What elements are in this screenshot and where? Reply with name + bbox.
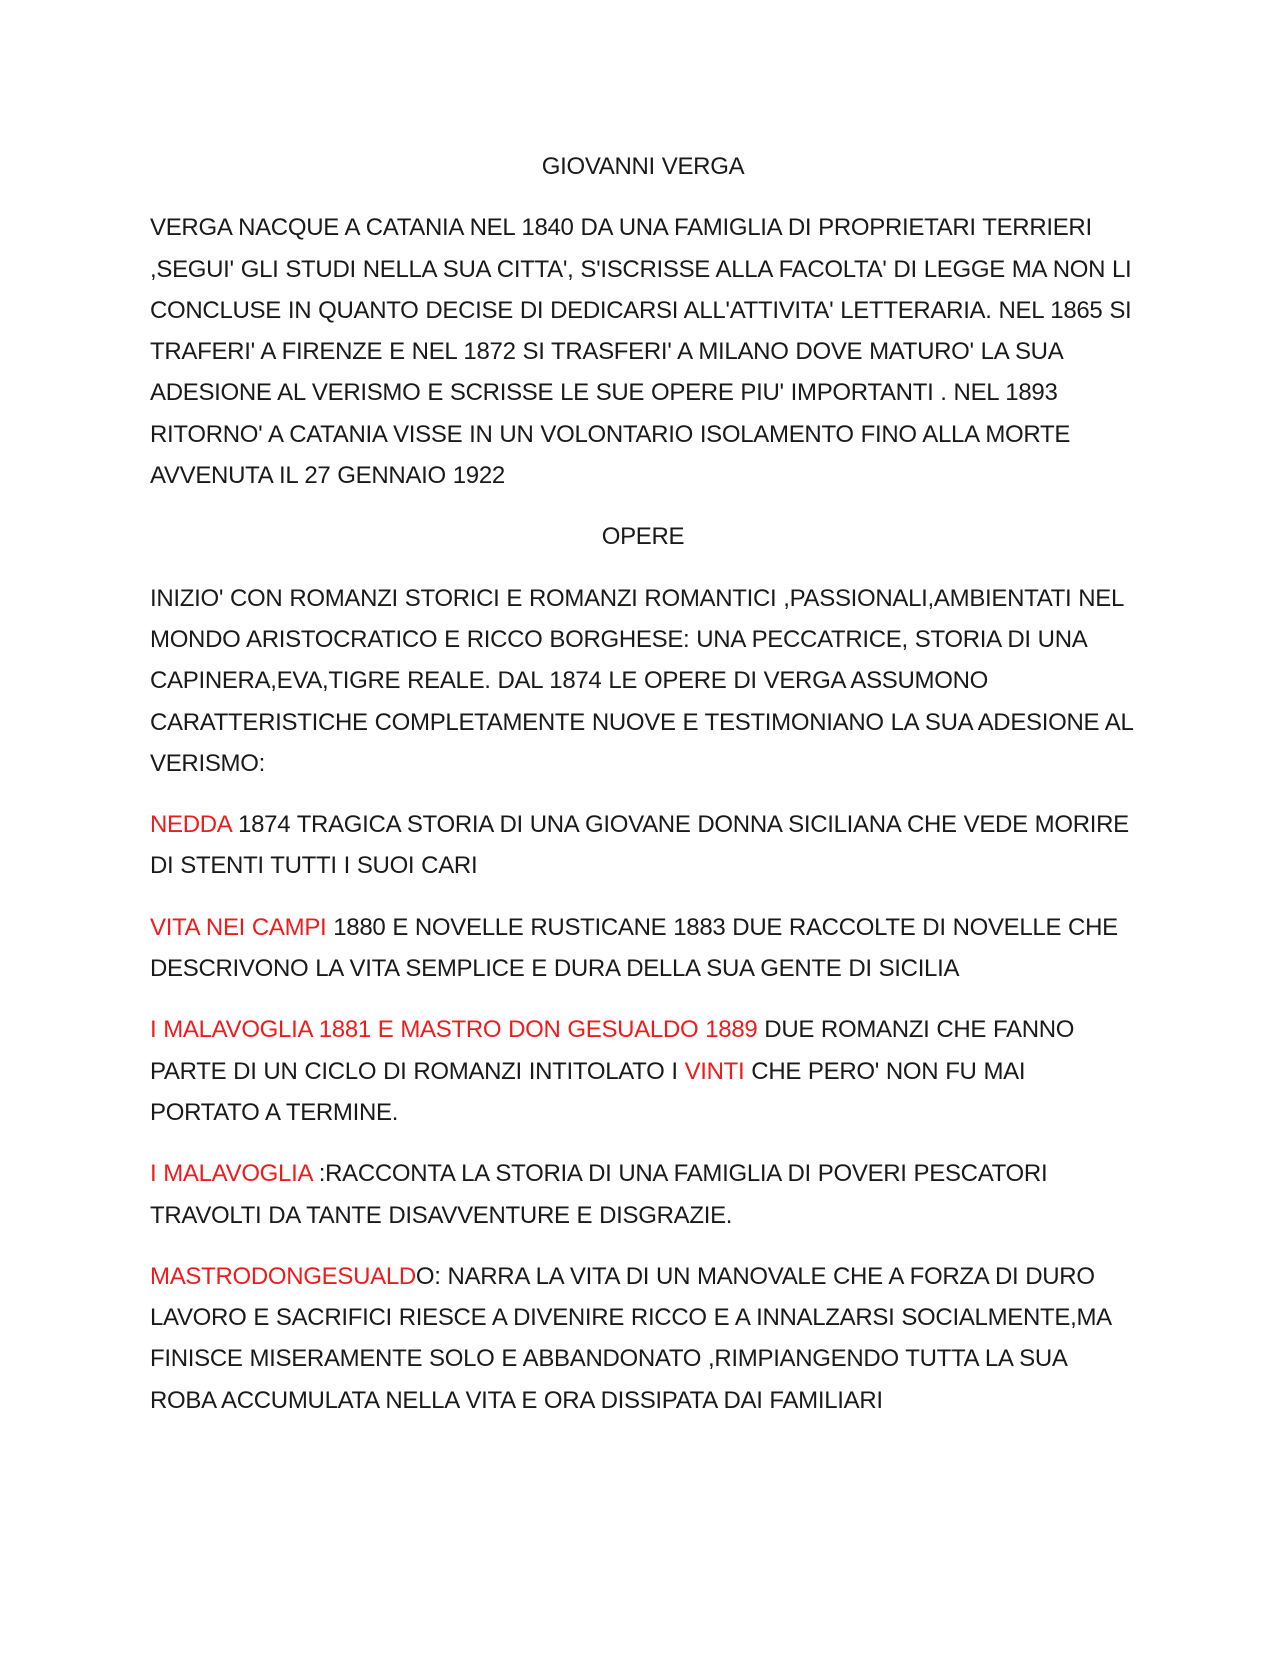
nedda-text: 1874 TRAGICA STORIA DI UNA GIOVANE DONNA SICILIANA CHE VEDE MORIRE DI STENTI TUTTI I SUOI CARI bbox=[150, 811, 1129, 880]
vita-nei-campi-text: 1880 E NOVELLE RUSTICANE 1883 DUE RACCOLTE DI NOVELLE CHE DESCRIVONO LA VITA SEMPLICE E DURA DELLA SUA GENTE DI SICILIA bbox=[150, 913, 1118, 983]
vita-nei-campi-paragraph bbox=[150, 907, 1136, 990]
opere-intro-paragraph: INIZIO' CON ROMANZI STORICI E ROMANZI ROMANTICI ,PASSIONALI,AMBIENTATI NEL MONDO ARISTOCRATICO E RICCO BORGHESE: UNA PECCATRICE, STORIA DI UNA CAPINERA,EVA,TIGRE REALE. DAL 1874 LE OPERE DI VERGA ASSUMONO CARATTERISTICHE COMPLETAMENTE NUOVE E TESTIMONIANO LA SUA ADESIONE AL VERISMO: bbox=[150, 584, 1133, 777]
mastro-title: MASTRODONGESUALD bbox=[150, 1262, 416, 1290]
mastro-paragraph bbox=[150, 1256, 1136, 1421]
romanzi-text-after: CHE PERO' NON FU MAI PORTATO A TERMINE. bbox=[150, 1057, 1026, 1126]
nedda-title: NEDDA bbox=[150, 811, 232, 839]
biography-paragraph: VERGA NACQUE A CATANIA NEL 1840 DA UNA FAMIGLIA DI PROPRIETARI TERRIERI ,SEGUI' GLI STUDI NELLA SUA CITTA', S'ISCRISSE ALLA FACOLTA' DI LEGGE MA NON LI CONCLUSE IN QUANTO DECISE DI DEDICARSI ALL'ATTIVITA' LETTERARIA. NEL 1865 SI TRAFERI' A FIRENZE E NEL 1872 SI TRASFERI' A MILANO DOVE MATURO' LA SUA ADESIONE AL VERISMO E SCRISSE LE SUE OPERE PIU' IMPORTANTI . NEL 1893 RITORNO' A CATANIA VISSE IN UN VOLONTARIO ISOLAMENTO FINO ALLA MORTE AVVENUTA IL 27 GENNAIO 1922 bbox=[150, 214, 1132, 490]
malavoglia-title: I MALAVOGLIA bbox=[150, 1160, 319, 1188]
document-title: GIOVANNI VERGA bbox=[541, 153, 745, 180]
vita-nei-campi-title: VITA NEI CAMPI bbox=[150, 913, 327, 941]
romanzi-title: I MALAVOGLIA 1881 E MASTRO DON GESUALDO 1889 bbox=[150, 1016, 758, 1044]
vinti-title: VINTI bbox=[684, 1057, 745, 1085]
romanzi-paragraph bbox=[150, 1009, 1136, 1133]
malavoglia-paragraph bbox=[150, 1153, 1136, 1236]
malavoglia-text: :RACCONTA LA STORIA DI UNA FAMIGLIA DI POVERI PESCATORI TRAVOLTI DA TANTE DISAVVENTURE E DISGRAZIE. bbox=[150, 1160, 1048, 1229]
document-page bbox=[150, 146, 1136, 1441]
opere-heading: OPERE bbox=[601, 523, 685, 551]
mastro-text: O: NARRA LA VITA DI UN MANOVALE CHE A FORZA DI DURO LAVORO E SACRIFICI RIESCE A DIVENIRE RICCO E A INNALZARSI SOCIALMENTE,MA FINISCE MISERAMENTE SOLO E ABBANDONATO ,RIMPIANGENDO TUTTA LA SUA ROBA ACCUMULATA NELLA VITA E ORA DISSIPATA DAI FAMILIARI bbox=[150, 1262, 1111, 1414]
nedda-paragraph bbox=[150, 804, 1136, 887]
romanzi-text-before: DUE ROMANZI CHE FANNO PARTE DI UN CICLO DI ROMANZI INTITOLATO I bbox=[150, 1016, 1075, 1085]
